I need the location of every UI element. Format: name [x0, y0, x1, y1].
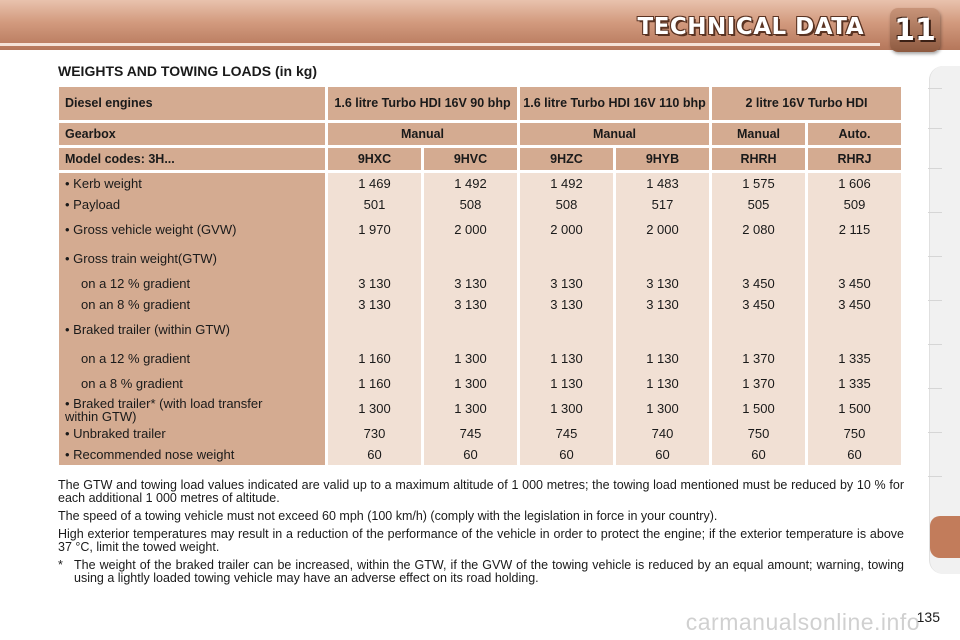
values-column-9hvc: [424, 173, 517, 465]
values-column-rhrj: [808, 173, 901, 465]
weight-value: [328, 315, 421, 344]
page-number: 135: [916, 609, 940, 625]
weight-value: 1 130: [646, 375, 679, 391]
weight-labels-column: [59, 173, 325, 465]
page-header-title: TECHNICAL DATA: [637, 14, 864, 40]
weight-value: 3 450: [838, 296, 871, 312]
weight-value: 745: [459, 425, 482, 441]
weight-row-label: [59, 315, 325, 344]
weight-value: 1 500: [742, 400, 775, 416]
model-code: RHRJ: [808, 148, 901, 170]
weight-value: 750: [747, 425, 770, 441]
weight-value: [712, 315, 805, 344]
weight-row-label-text: • Braked trailer* (with load transfer within GTW): [65, 395, 263, 424]
gearbox-value: Manual: [520, 123, 709, 145]
weight-row-label: [59, 244, 325, 273]
weight-row-label-text: • Payload: [65, 196, 121, 212]
weight-value: 1 300: [646, 400, 679, 416]
weight-value: [520, 244, 613, 273]
weight-value: 1 483: [646, 175, 679, 191]
weight-value: 3 130: [646, 296, 679, 312]
section-title: WEIGHTS AND TOWING LOADS (in kg): [58, 63, 317, 79]
weight-value: 3 450: [838, 275, 871, 291]
weight-value: [712, 244, 805, 273]
weight-row-label: [59, 444, 325, 465]
weight-value: [424, 315, 517, 344]
weight-value: 1 300: [454, 375, 487, 391]
weight-value: 750: [843, 425, 866, 441]
gearbox-row-label: Gearbox: [59, 123, 325, 145]
engine-header: 2 litre 16V Turbo HDI: [712, 87, 901, 120]
side-tab-notch: [928, 344, 942, 345]
weights-towing-table: [56, 84, 904, 468]
side-tab-notch: [928, 256, 942, 257]
weight-value: 60: [463, 446, 478, 462]
weight-value: 1 500: [838, 400, 871, 416]
weight-row-label: [59, 423, 325, 444]
footnote: [58, 559, 904, 585]
note-altitude: The GTW and towing load values indicated are valid up to a maximum altitude of 1 000 metres; the towing load mentioned must be reduced by 10 % for each additional 1 000 metres of altitude.: [58, 478, 904, 505]
weight-value: 1 606: [838, 175, 871, 191]
weight-value: 740: [651, 425, 674, 441]
model-code: 9HYB: [616, 148, 709, 170]
note-temperature: High exterior temperatures may result in a reduction of the performance of the vehicle in order to protect the engine; if the exterior temperature is above 37 °C, limit the towed weight.: [58, 527, 904, 554]
weight-value: 517: [651, 196, 674, 212]
weight-value: 1 492: [550, 175, 583, 191]
weight-row-label-text: on a 12 % gradient: [81, 350, 191, 366]
engine-row-label: Diesel engines: [59, 87, 325, 120]
weight-row-label: [59, 344, 325, 373]
engine-header: 1.6 litre Turbo HDI 16V 110 bhp: [520, 87, 709, 120]
weight-row-label-text: • Recommended nose weight: [65, 446, 235, 462]
weight-value: 1 130: [550, 350, 583, 366]
side-tab-notch: [928, 432, 942, 433]
weight-row-label-text: on a 12 % gradient: [81, 275, 191, 291]
weight-row-label: [59, 173, 325, 194]
weight-value: 1 469: [358, 175, 391, 191]
weight-value: 2 080: [742, 221, 775, 237]
weight-value: 1 300: [454, 400, 487, 416]
weight-value: 60: [367, 446, 382, 462]
note-speed: The speed of a towing vehicle must not exceed 60 mph (100 km/h) (comply with the legislation in force in your country).: [58, 509, 718, 523]
weight-value: 1 130: [550, 375, 583, 391]
model-code: 9HXC: [328, 148, 421, 170]
weight-value: 1 370: [742, 350, 775, 366]
side-tab-active-chapter[interactable]: [930, 516, 960, 558]
values-column-9hxc: [328, 173, 421, 465]
weight-row-label-text: • Braked trailer (within GTW): [65, 321, 230, 337]
weight-value: 501: [363, 196, 386, 212]
weight-row-label: [59, 194, 325, 215]
weights-body-row: [59, 173, 901, 465]
weight-value: 1 970: [358, 221, 391, 237]
values-column-rhrh: [712, 173, 805, 465]
gearbox-value: Manual: [712, 123, 805, 145]
weight-row-label-text: • Kerb weight: [65, 175, 142, 191]
weight-value: 1 335: [838, 375, 871, 391]
notes-block: [58, 479, 904, 585]
weight-value: 3 450: [742, 296, 775, 312]
weight-row-label-text: • Unbraked trailer: [65, 425, 166, 441]
weight-row-label-text: • Gross vehicle weight (GVW): [65, 221, 237, 237]
weight-value: 509: [843, 196, 866, 212]
side-tab-notch: [928, 300, 942, 301]
weight-value: 505: [747, 196, 770, 212]
weight-value: 1 160: [358, 375, 391, 391]
weight-value: 745: [555, 425, 578, 441]
footnote-marker: *: [58, 558, 63, 572]
gearbox-value: Auto.: [808, 123, 901, 145]
weight-row-label: [59, 215, 325, 244]
weight-value: 508: [555, 196, 578, 212]
model-code-row-label: Model codes: 3H...: [59, 148, 325, 170]
gearbox-value: Manual: [328, 123, 517, 145]
weight-value: 60: [751, 446, 766, 462]
weight-value: 3 130: [550, 296, 583, 312]
weight-value: [808, 315, 901, 344]
weight-row-label: [59, 294, 325, 315]
engine-header-row: [59, 87, 901, 120]
chapter-number-badge: 11: [890, 8, 940, 52]
weight-value: 3 130: [454, 296, 487, 312]
weight-value: 2 000: [646, 221, 679, 237]
side-tab-strip[interactable]: [929, 66, 960, 574]
side-tab-notch: [928, 88, 942, 89]
weight-value: [520, 315, 613, 344]
weight-value: 3 450: [742, 275, 775, 291]
weight-value: [424, 244, 517, 273]
weight-value: [808, 244, 901, 273]
weight-value: 1 300: [550, 400, 583, 416]
values-column-9hzc: [520, 173, 613, 465]
weight-value: 2 000: [454, 221, 487, 237]
weight-value: [616, 315, 709, 344]
footnote-text: The weight of the braked trailer can be increased, within the GTW, if the GVW of the towing vehicle is reduced by an equal amount; warning, towing using a lightly loaded towing vehicle may have an adverse effect on its road holding.: [74, 558, 904, 585]
weight-value: 3 130: [646, 275, 679, 291]
header-divider: [0, 43, 880, 46]
weight-row-label-text: on a 8 % gradient: [81, 375, 183, 391]
weight-value: 1 160: [358, 350, 391, 366]
weight-value: 60: [847, 446, 862, 462]
weight-row-label: [59, 273, 325, 294]
weight-value: 2 000: [550, 221, 583, 237]
weight-value: 3 130: [358, 296, 391, 312]
side-tab-notch: [928, 212, 942, 213]
engine-header: 1.6 litre Turbo HDI 16V 90 bhp: [328, 87, 517, 120]
weight-value: 3 130: [454, 275, 487, 291]
watermark: carmanualsonline.info: [685, 609, 920, 635]
weight-value: 60: [559, 446, 574, 462]
weight-value: [616, 244, 709, 273]
weight-value: 730: [363, 425, 386, 441]
weight-row-label: [59, 373, 325, 394]
side-tab-notch: [928, 388, 942, 389]
weight-row-label-text: on an 8 % gradient: [81, 296, 191, 312]
side-tab-notch: [928, 168, 942, 169]
weight-value: 3 130: [358, 275, 391, 291]
side-tab-notch: [928, 476, 942, 477]
weight-value: 2 115: [838, 221, 871, 237]
weight-row-label: [59, 394, 325, 423]
values-column-9hyb: [616, 173, 709, 465]
weight-value: [328, 244, 421, 273]
weight-value: 1 335: [838, 350, 871, 366]
weight-value: 1 492: [454, 175, 487, 191]
weight-row-label-text: • Gross train weight(GTW): [65, 250, 217, 266]
side-tab-notch: [928, 128, 942, 129]
weight-value: 508: [459, 196, 482, 212]
weight-value: 60: [655, 446, 670, 462]
weight-value: 1 300: [454, 350, 487, 366]
weight-value: 1 130: [646, 350, 679, 366]
gearbox-header-row: [59, 123, 901, 145]
weight-value: 1 575: [742, 175, 775, 191]
model-code: RHRH: [712, 148, 805, 170]
model-code: 9HZC: [520, 148, 613, 170]
weight-value: 1 370: [742, 375, 775, 391]
weight-value: 1 300: [358, 400, 391, 416]
weight-value: 3 130: [550, 275, 583, 291]
model-code: 9HVC: [424, 148, 517, 170]
model-code-header-row: [59, 148, 901, 170]
